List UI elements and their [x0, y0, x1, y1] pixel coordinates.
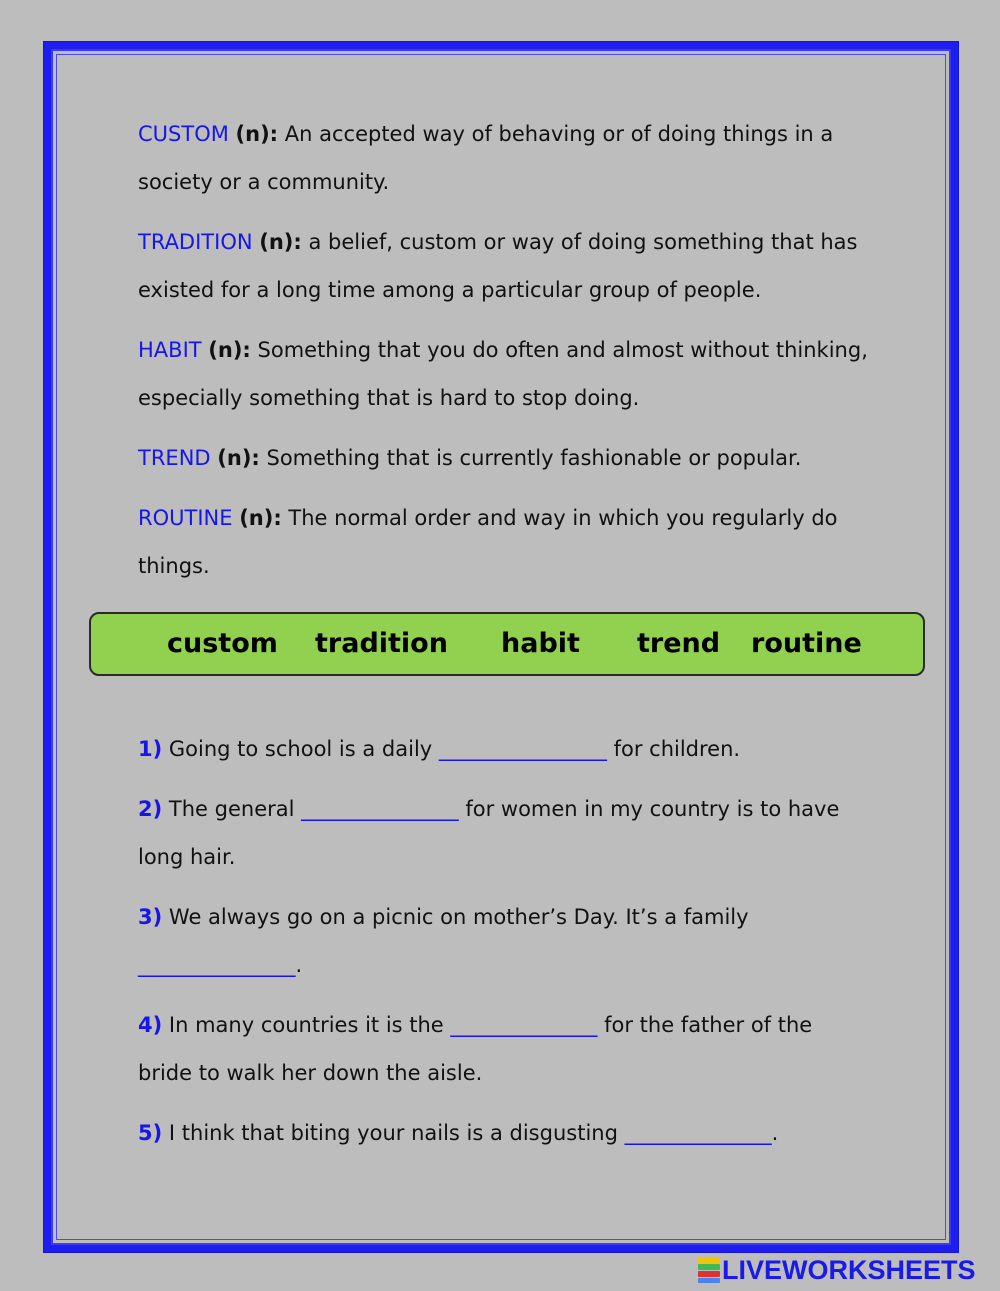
definition-text: Something that you do often and almost without thinking, especially something that is hard to stop doing.: [138, 338, 868, 410]
question-5: [138, 1109, 868, 1157]
definition-text: An accepted way of behaving or of doing things in a society or a community.: [138, 122, 834, 194]
logo-text: LIVEWORKSHEETS: [722, 1254, 976, 1285]
word-bank-item[interactable]: custom: [167, 628, 278, 659]
answer-blank[interactable]: ______________: [624, 1121, 772, 1145]
question-3: [138, 893, 868, 989]
definition-trend: [138, 434, 868, 482]
word-bank-item[interactable]: habit: [501, 628, 580, 659]
question-4: [138, 1001, 868, 1097]
liveworksheets-logo[interactable]: [698, 1255, 976, 1285]
term: HABIT: [138, 338, 202, 362]
term: ROUTINE: [138, 506, 233, 530]
part-of-speech: (n):: [217, 446, 260, 470]
answer-blank[interactable]: _______________: [301, 797, 459, 821]
question-text: I think that biting your nails is a disgusting: [168, 1121, 618, 1145]
question-number: 5): [138, 1121, 163, 1145]
term: TRADITION: [138, 230, 253, 254]
question-number: 4): [138, 1013, 163, 1037]
answer-blank[interactable]: _______________: [138, 953, 296, 977]
definition-tradition: [138, 218, 868, 314]
word-bank-item[interactable]: routine: [751, 628, 862, 659]
questions-list: [138, 725, 868, 1169]
term: TREND: [138, 446, 211, 470]
definition-custom: [138, 110, 868, 206]
question-number: 1): [138, 737, 163, 761]
question-text: Going to school is a daily: [168, 737, 433, 761]
question-number: 2): [138, 797, 163, 821]
part-of-speech: (n):: [259, 230, 302, 254]
word-bank-item[interactable]: tradition: [315, 628, 448, 659]
definition-habit: [138, 326, 868, 422]
question-number: 3): [138, 905, 163, 929]
word-bank-item[interactable]: trend: [637, 628, 721, 659]
answer-blank[interactable]: ________________: [438, 737, 607, 761]
question-text: The general: [168, 797, 295, 821]
part-of-speech: (n):: [235, 122, 279, 146]
term: CUSTOM: [138, 122, 229, 146]
word-bank: [89, 612, 925, 676]
question-2: [138, 785, 868, 881]
question-1: [138, 725, 868, 773]
question-text: for children.: [613, 737, 741, 761]
part-of-speech: (n):: [208, 338, 251, 362]
question-text: for women in my country is to have long hair.: [138, 797, 840, 869]
definition-text: a belief, custom or way of doing something that has existed for a long time among a particular group of people.: [138, 230, 858, 302]
answer-blank[interactable]: ______________: [450, 1013, 598, 1037]
definition-text: The normal order and way in which you regularly do things.: [138, 506, 838, 578]
question-text: .: [295, 953, 303, 977]
definitions-list: [138, 110, 868, 602]
question-text: .: [771, 1121, 779, 1145]
liveworksheets-logo-icon: [698, 1257, 720, 1283]
question-text: for the father of the bride to walk her down the aisle.: [138, 1013, 813, 1085]
part-of-speech: (n):: [239, 506, 282, 530]
question-text: We always go on a picnic on mother’s Day. It’s a family: [168, 905, 749, 929]
definition-text: Something that is currently fashionable or popular.: [266, 446, 802, 470]
definition-routine: [138, 494, 868, 590]
question-text: In many countries it is the: [168, 1013, 444, 1037]
